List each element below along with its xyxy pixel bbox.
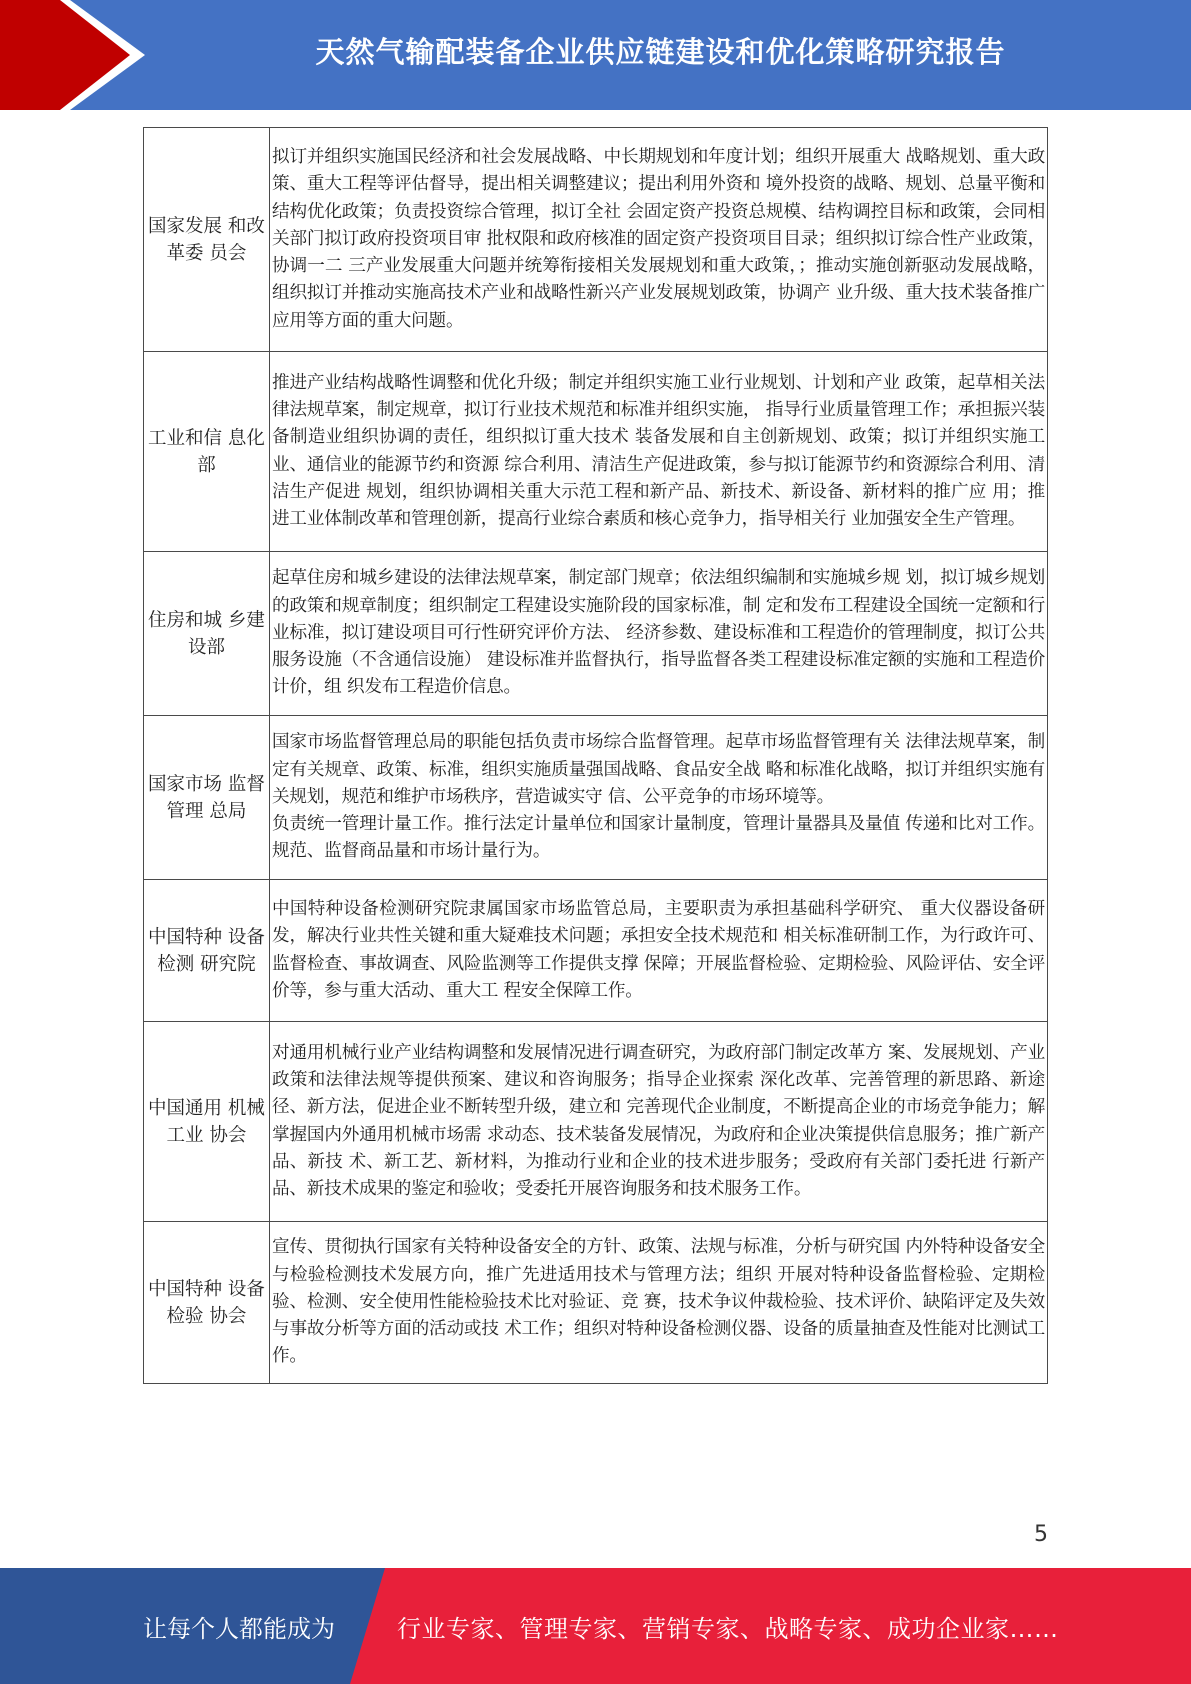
- org-duties: [270, 1222, 1048, 1384]
- table-row: [144, 1222, 1048, 1384]
- org-duties: [270, 552, 1048, 716]
- org-duties: [270, 352, 1048, 552]
- org-name: 住房和城 乡建设部: [144, 552, 270, 716]
- duty-paragraph: 国家市场监督管理总局的职能包括负责市场综合监督管理。起草市场监督管理有关 法律法规草案，制定有关规章、政策、标准，组织实施质量强国战略、食品安全战 略和标准化战略，拟订并组织实施有关规划，规范和维护市场秩序，营造诚实守 信、公平竞争的市场环境等。: [272, 732, 1045, 807]
- org-name: 中国特种 设备检测 研究院: [144, 880, 270, 1022]
- duty-paragraph: 宣传、贯彻执行国家有关特种设备安全的方针、政策、法规与标准，分析与研究国 内外特种设备安全与检验检测技术发展方向，推广先进适用技术与管理方法；组织 开展对特种设备监督检验、定期检验、检测、安全使用性能检验技术比对验证、竞 赛，技术争议仲裁检验、技术评价、缺陷评定及失效与事故分析等方面的活动或技 术工作；组织对特种设备检测仪器、设备的质量抽查及性能对比测试工作。: [272, 1237, 1045, 1367]
- page-footer: [0, 1568, 1191, 1684]
- duty-paragraph: 起草住房和城乡建设的法律法规草案，制定部门规章；依法组织编制和实施城乡规 划，拟订城乡规划的政策和规章制度；组织制定工程建设实施阶段的国家标准，制 定和发布工程建设全国统一定额和行业标准，拟订建设项目可行性研究评价方法、 经济参数、建设标准和工程造价的管理制度，拟订公共服务设施（不含通信设施） 建设标准并监督执行，指导监督各类工程建设标准定额的实施和工程造价计价，组 织发布工程造价信息。: [272, 568, 1045, 698]
- org-name: 中国通用 机械工业 协会: [144, 1022, 270, 1222]
- table-row: [144, 352, 1048, 552]
- duty-paragraph: 中国特种设备检测研究院隶属国家市场监管总局，主要职责为承担基础科学研究、 重大仪器设备研发，解决行业共性关键和重大疑难技术问题；承担安全技术规范和 相关标准研制工作，为行政许可、监督检查、事故调查、风险监测等工作提供支撑 保障；开展监督检验、定期检验、风险评估、安全评价等，参与重大活动、重大工 程安全保障工作。: [272, 898, 1045, 1001]
- agency-table-container: [143, 127, 1048, 1384]
- org-duties: [270, 716, 1048, 880]
- table-row: [144, 880, 1048, 1022]
- footer-slogan-right: 行业专家、管理专家、营销专家、战略专家、成功企业家……: [397, 1614, 1059, 1643]
- org-duties: [270, 880, 1048, 1022]
- table-row: [144, 1022, 1048, 1222]
- org-name: 国家发展 和改革委 员会: [144, 128, 270, 352]
- page-number: 5: [1034, 1522, 1048, 1547]
- footer-slogan-left: 让每个人都能成为: [143, 1614, 335, 1643]
- duty-paragraph: 拟订并组织实施国民经济和社会发展战略、中长期规划和年度计划；组织开展重大 战略规划、重大政策、重大工程等评估督导，提出相关调整建议；提出利用外资和 境外投资的战略、规划、总量平衡和结构优化政策；负责投资综合管理，拟订全社 会固定资产投资总规模、结构调控目标和政策，会同相关部门拟订政府投资项目审 批权限和政府核准的固定资产投资项目目录；组织拟订综合性产业政策，协调一二 三产业发展重大问题并统筹衔接相关发展规划和重大政策，；推动实施创新驱动发展战略，组织拟订并推动实施高技术产业和战略性新兴产业发展规划政策，协调产 业升级、重大技术装备推广应用等方面的重大问题。: [272, 146, 1045, 331]
- duty-paragraph: 对通用机械行业产业结构调整和发展情况进行调查研究，为政府部门制定改革方 案、发展规划、产业政策和法律法规等提供预案、建议和咨询服务；指导企业探索 深化改革、完善管理的新思路、新途径、新方法，促进企业不断转型升级，建立和 完善现代企业制度，不断提高企业的市场竞争能力；解掌握国内外通用机械市场需 求动态、技术装备发展情况，为政府和企业决策提供信息服务；推广新产品、新技 术、新工艺、新材料，为推动行业和企业的技术进步服务；受政府有关部门委托进 行新产品、新技术成果的鉴定和验收；受委托开展咨询服务和技术服务工作。: [272, 1042, 1045, 1200]
- agency-table: [143, 127, 1048, 1384]
- org-name: 工业和信 息化部: [144, 352, 270, 552]
- page-header: [0, 0, 1191, 110]
- duty-paragraph: 负责统一管理计量工作。推行法定计量单位和国家计量制度，管理计量器具及量值 传递和比对工作。规范、监督商品量和市场计量行为。: [272, 814, 1045, 862]
- org-duties: [270, 128, 1048, 352]
- org-name: 国家市场 监督管理 总局: [144, 716, 270, 880]
- duty-paragraph: 推进产业结构战略性调整和优化升级；制定并组织实施工业行业规划、计划和产业 政策，起草相关法律法规草案，制定规章，拟订行业技术规范和标准并组织实施， 指导行业质量管理工作；承担振兴装备制造业组织协调的责任，组织拟订重大技术 装备发展和自主创新规划、政策；拟订并组织实施工业、通信业的能源节约和资源 综合利用、清洁生产促进政策，参与拟订能源节约和资源综合利用、清洁生产促进 规划，组织协调相关重大示范工程和新产品、新技术、新设备、新材料的推广应 用；推进工业体制改革和管理创新，提高行业综合素质和核心竞争力，指导相关行 业加强安全生产管理。: [272, 372, 1045, 530]
- table-row: [144, 128, 1048, 352]
- org-name: 中国特种 设备检验 协会: [144, 1222, 270, 1384]
- table-row: [144, 716, 1048, 880]
- table-row: [144, 552, 1048, 716]
- report-title: 天然气输配装备企业供应链建设和优化策略研究报告: [315, 34, 1006, 69]
- org-duties: [270, 1022, 1048, 1222]
